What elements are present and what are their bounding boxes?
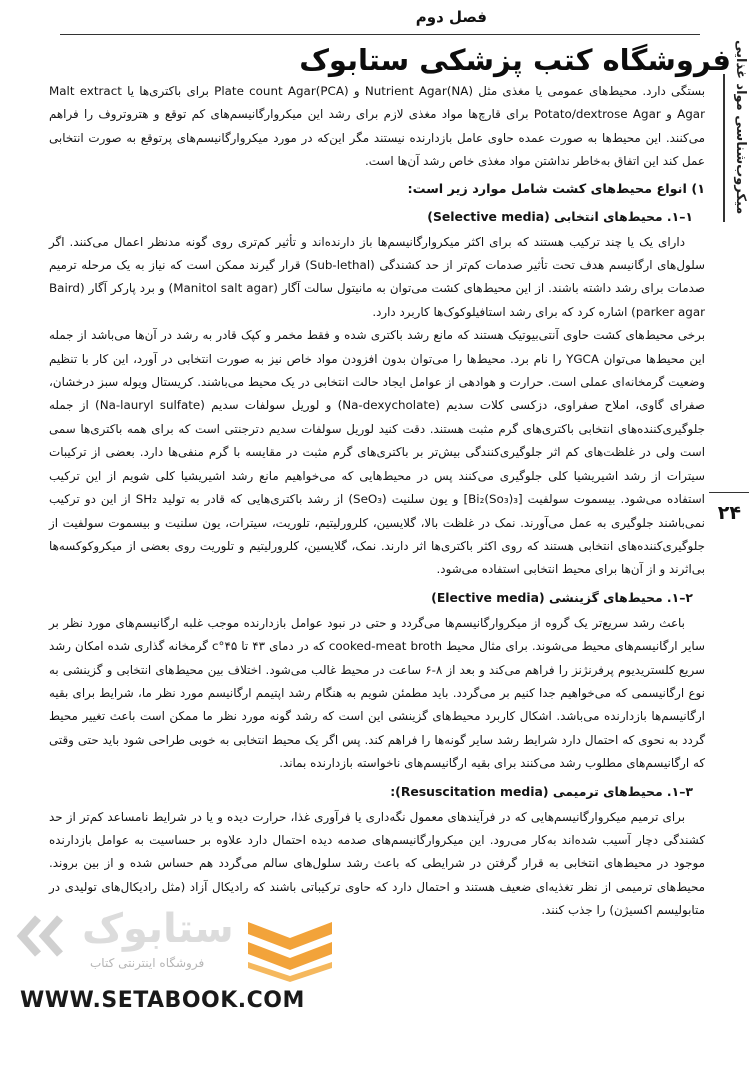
page-number-divider [709,492,749,493]
subsection-heading-resuscitation: ۳–۱. محیط‌های ترمیمی (Resuscitation media): [390,783,693,799]
chapter-label: فصل دوم [415,8,487,26]
book-logo-icon [244,916,336,982]
side-running-title: میکروب‌شناسی مواد غذایی [733,39,748,214]
section-heading-1: ۱) انواع محیط‌های کشت شامل موارد زیر است: [407,181,705,197]
watermark [12,904,342,1016]
header-divider [60,34,700,35]
body-text [49,80,705,923]
subsection-heading-elective: ۲–۱. محیط‌های گزینشی (Elective media) [431,589,693,605]
resuscitation-paragraph: برای ترمیم میکروارگانیسم‌هایی که در فرآیندهای معمول نگه‌داری یا فرآوری غذا، حرارت دیده و یا در شرایط نامساعد کم‌تر از حد کشندگی دچار آسیب شده‌اند به‌کار می‌رود. این میکروارگانیسم‌های صدمه دیده احتمال دارد علاوه بر حساسیت به عوامل بازدارنده موجود در محیط‌های انتخابی به قرار گرفتن در شرایطی که باعث رشد سلول‌های سالم می‌گردد هم حساس شده و از بین بروند. محیط‌های ترمیمی از نظر تغذیه‌ای ضعیف هستند و احتمال دارد که حاوی ترکیباتی باشند که رادیکال آزاد (مثل رادیکال‌های تولیدی در متابولیسم اکسیژن) را جذب کنند. [49,809,705,918]
elective-paragraph: باعث رشد سریع‌تر یک گروه از میکروارگانیسم‌ها می‌گردد و حتی در نبود عوامل بازدارنده موجب غلبه ارگانیسم‌های مورد نظر بر سایر ارگانیسم‌های محیط می‌شوند. برای مثال محیط cooked-meat broth که در دمای ۴۳ تا ۴۵°c گرمخانه گذاری شده امکان رشد سریع کلستریدیوم پرفرنژنز را فراهم می‌کند و بعد از ۸-۶ ساعت در محیط غالب می‌شود. اختلاف بین محیط‌های انتخابی و گزینشی به نوع ارگانیسمی که می‌خواهیم جدا کنیم بر می‌گردد. باید مطمئن شویم به هنگام رشد اپتیمم ارگانیسم مورد نظر ما، شرایط برای بقیه ارگانیسم‌ها بازدارنده می‌باشد. اشکال کاربرد محیط‌های گزینشی این است که رشد گونه مورد نظر ما ممکن است باعث تغییر محیط گردد به نحوی که احتمال دارد شرایط رشد سایر گونه‌ها را فراهم کند. پس اگر یک محیط انتخابی به خوبی طراحی شود باید حتی وقتی که ارگانیسم‌های مطلوب رشد می‌کنند برای بقیه ارگانیسم‌های ناخواسته بازدارنده بماند. [49,615,705,771]
page-number: ۲۴ [717,502,741,524]
selective-paragraph-2: برخی محیط‌های کشت حاوی آنتی‌بیوتیک هستند که مانع رشد باکتری شده و فقط مخمر و کپک قادر به رشد در آن‌ها می‌باشد از جمله این محیط‌ها می‌توان YGCA را نام برد. محیط‌ها را می‌توان بدون افزودن مواد خاص نیز به صورت انتخابی در آورد، این کار با تنظیم وضعیت گرمخانه‌ای عملی است. حرارت و هوادهی از عوامل ایجاد حالت انتخابی در یک محیط می‌باشند. کریستال ویوله سبز درخشان، صفرای گاوی، املاح صفراوی، دزکسی کلات سدیم (Na-dexycholate) و لوریل سولفات سدیم (Na-lauryl sulfate) از جمله جلوگیری‌کننده‌های انتخابی باکتری‌های گرم مثبت هستند. دقت کنید لوریل سولفات سدیم دترجنتی است که برای همه باکتری‌ها سمی است ولی در غلظت‌های کم اثر جلوگیری‌کنندگی بیش‌تر بر باکتری‌های گرم مثبت در مقایسه با گرم منفی‌ها دارد. بعضی از ترکیبات سیترات از رشد اشیریشیا کلی جلوگیری می‌کنند پس در محیط‌هایی که می‌خواهیم مانع رشد اشیریشیا کلی شویم از این ترکیب استفاده می‌شود. بیسموت سولفیت [Bi₂(So₃)₃] و یون سلنیت (SeO₃) از رشد باکتری‌هایی که قادر به تولید SH₂ از این دو ترکیب نمی‌باشند جلوگیری به عمل می‌آورند. نمک در غلظت بالا، گلایسین، کلرورلیتیم، تلوریت، سیترات، یون سلنیت و بیسموت سولفیت از جلوگیری‌کننده‌های انتخابی هستند که روی اکثر باکتری‌ها اثر دارند. نمک، گلایسین، کلرورلیتیم و تلوریت روی بعضی از میکروکوکسه‌ها بی‌اثرند و از آن‌ها برای محیط انتخابی استفاده می‌شود. [49,328,706,577]
intro-paragraph: بستگی دارد. محیط‌های عمومی یا مغذی مثل (NA)Nutrient Agar و (PCA)Plate count Agar برای باکتری‌ها یا Malt extract Agar و Potato/dextrose Agar برای قارچ‌ها مواد مغذی لازم برای رشد این میکروارگانیسم‌های کم توقع و هتروتروف را فراهم می‌کنند. این محیط‌ها به صورت عمده حاوی عامل بازدارنده نیستند مگر این‌که در مورد میکروارگانیسم‌های پرتوقع به صورت انتخابی عمل کند این اتفاق به‌خاطر نداشتن مواد مغذی خاص رشد آن‌ها است. [49,84,705,169]
watermark-subtitle: فروشگاه اینترنتی کتاب [90,956,205,970]
subsection-heading-selective: ۱–۱. محیط‌های انتخابی (Selective media) [427,208,693,224]
store-banner: فروشگاه کتب پزشکی ستابوک [299,43,731,77]
chevron-logo-icon [12,914,82,958]
watermark-url: WWW.SETABOOK.COM [20,988,305,1013]
watermark-brand: ستابوک [82,906,234,952]
selective-paragraph-1: دارای یک یا چند ترکیب هستند که برای اکثر میکروارگانیسم‌ها باز دارنده‌اند و تأثیر کم‌تری روی گونه مدنظر اعمال می‌کنند. اگر سلول‌های ارگانیسم هدف تحت تأثیر صدمات کم‌تر از حد کشندگی (Sub-lethal) قرار گیرند ممکن است که نیاز به یک مرحله ترمیم صدمات برای رشد داشته باشند. از این محیط‌های کشت می‌توان به مانیتول سالت آگار (Manitol salt agar) و برد پارکر آگار (Baird parker agar) اشاره کرد که برای رشد استافیلوکوک‌ها کاربرد دارد. [49,234,705,319]
